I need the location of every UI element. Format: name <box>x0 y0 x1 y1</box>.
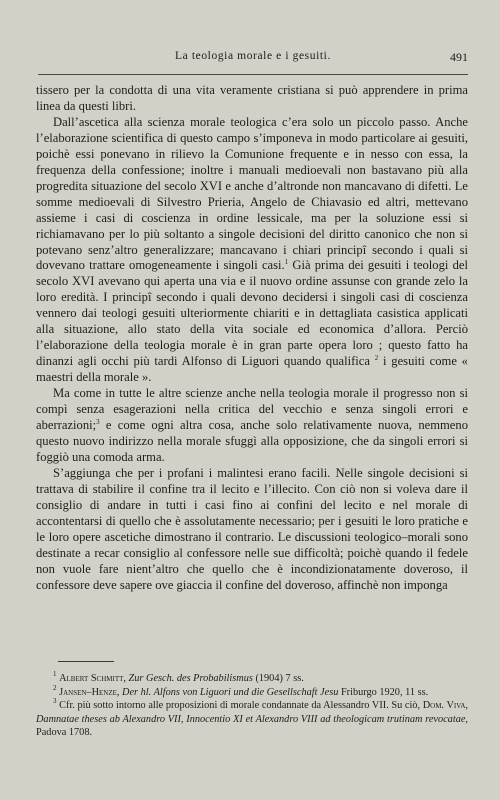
paragraph-4: S’aggiunga che per i profani i malintesi erano facili. Nelle singole decisioni si trattava di stabilire il confine tra il lecito e l’illecito. Con ciò non si voleva dare il consiglio di andare in tutti i casi fino ai confini del lecito e nel morale di accontentarsi di quello che è assolutamente necessario; per i gesuiti le loro pratiche e le loro opere ascetiche dimostrano il contrario. Le discussioni teologico–morali sono destinate a recar consiglio al confessore nelle sue difficoltà; poichè quando il fedele non vuole fare nient’altro che quello che è incondizionatamente doveroso, il confessore deve sapere ove giaccia il confine del doveroso, affinchè non imponga <box>36 465 468 592</box>
footnote-2: $^2$ Jansen–Henze, Der hl. Alfons von Liguori und die Gesellschaft Jesu Friburgo 1920, 11 ss. <box>53 683 429 698</box>
footnote-1: $^1$ Albert Schmitt, Zur Gesch. des Probabilismus (1904) 7 ss. <box>53 670 304 684</box>
header-rule <box>38 74 468 75</box>
footnotes <box>36 672 468 740</box>
running-header <box>38 50 468 68</box>
paragraph-1: tissero per la condotta di una vita veramente cristiana si può apprendere in prima linea da questi libri. <box>36 83 468 113</box>
footnote-ref-3[interactable]: 3 <box>96 418 100 427</box>
page-number: 491 <box>450 50 468 64</box>
body-text <box>36 83 468 594</box>
footnote-rule <box>58 661 114 662</box>
paragraph-2: Dall’ascetica alla scienza morale teologica c’era solo un piccolo passo. Anche l’elaborazione scientifica di questo campo s’imponeva in modo particolare ai gesuiti, poichè essi ponevano in rilievo la Comunione frequente e in nesso con essa, la frequenza della confessione; inoltre i manuali medioevali non bastavano più alla progredita situazione del secolo XVI e anche d’altronde non mancavano di difetti. Le somme medioevali di Silvestro Prieria, Angelo de Chiavasio ed altri, mettevano assieme i casi di coscienza in ordine lessicale, ma per la soluzione essi si richiamavano per lo più soltanto a singole decisioni del diritto canonico che non si potevano senz’altro generalizzare; mancavano i chiari principî secondo i quali si dovevano trattare omogeneamente i singoli casi.$^1$ Già prima dei gesuiti i teologi del secolo XVI avevano qui aperta una via e il nuovo ordine assunse con grande zelo la loro eredità. I principî secondo i quali devono decidersi i singoli casi di coscienza vennero dai teologi gesuiti ulteriormente chiariti e in dettagliata casistica applicati alla situazione, allo stato della vita sociale ed economica d’allora. Perciò l’elaborazione della teologia morale è in gran parte opera loro ; questo fatto ha dinanzi agli occhi più tardi Alfonso di Liguori quando qualifica $^2$ i gesuiti come « maestri della morale ». <box>36 114 468 385</box>
paragraph-3: Ma come in tutte le altre scienze anche nella teologia morale il progresso non si compì senza esagerazioni nella critica del vecchio e senza singoli errori e aberrazioni;$^3$ e come ogni altra cosa, anche solo relativamente nuova, nemmeno questo nuovo indirizzo nella morale sfuggì alla opposizione, che da singoli errori si foggiò una comoda arma. <box>36 386 468 464</box>
header-title: La teologia morale e i gesuiti. <box>175 50 331 62</box>
footnote-3: $^3$ Cfr. più sotto intorno alle proposizioni di morale condannate da Alessandro VII. Su ciò, Dom. Viva, Damnatae theses ab Alexandro VII, Innocentio XI et Alexandro VIII ad theologicam trutinam revocatae, Padova 1708. <box>36 697 468 739</box>
footnote-ref-1[interactable]: 1 <box>284 258 289 267</box>
footnote-ref-2[interactable]: 2 <box>374 354 379 363</box>
